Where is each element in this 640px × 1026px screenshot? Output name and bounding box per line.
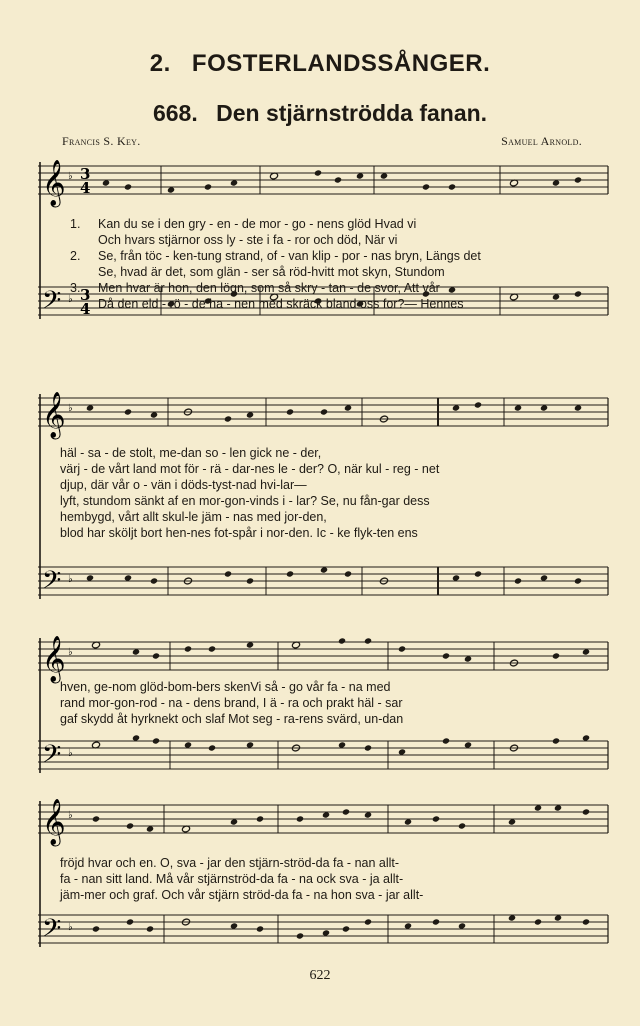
lyricist-credit: Francis S. Key. [62,134,141,148]
svg-text:3: 3 [80,286,91,304]
lyric-text: värj - de vårt land mot för - rä - dar-nes le - der? O, när kul - reg - net [60,462,440,476]
svg-text:♭: ♭ [68,171,73,182]
lyric-text: häl - sa - de stolt, me-dan so - len gick ne - der, [60,446,322,460]
lyric-text: Se, hvad är det, som glän - ser så röd-hvitt mot skyn, Stundom [98,265,445,279]
svg-text:♭: ♭ [68,294,73,305]
lyric-line [98,233,397,248]
hymn-heading [0,100,640,127]
lyric-line [70,249,481,264]
lyric-text: Men hvar är hon, den lögn, som så skry - tan - de svor, Att vår [98,281,440,295]
composer-credit: Samuel Arnold. [501,134,582,148]
lyric-line [98,297,463,312]
lyric-line [98,265,445,280]
svg-text:♭: ♭ [68,810,73,821]
svg-text:𝄢: 𝄢 [42,914,62,949]
svg-text:𝄢: 𝄢 [42,286,62,321]
lyric-text: Då den eld - rö - de ha - nen med skräck bland oss for?— Hennes [98,297,464,311]
hymn-title: Den stjärnströdda fanan. [216,100,488,126]
svg-text:𝄞: 𝄞 [42,160,66,206]
lyric-text: lyft, stundom sänkt af en mor-gon-vinds i - lar? Se, nu fån-gar dess [60,494,430,508]
svg-text:♭: ♭ [68,647,73,658]
verse-number: 2. [70,249,81,263]
svg-text:3: 3 [80,165,91,183]
verse-number: 1. [70,217,81,231]
lyric-line [60,856,399,871]
lyric-text: fa - nan sitt land. Må vår stjärnströd-da fa - na ock sva - ja allt- [60,872,404,886]
lyric-line [60,526,418,541]
lyric-line [60,478,307,493]
lyric-text: djup, där vår o - vän i döds-tyst-nad hvi-lar— [60,478,307,492]
lyric-text: Kan du se i den gry - en - de mor - go - nens glöd Hvad vi [98,217,417,231]
lyric-text: Och hvars stjärnor oss ly - ste i fa - ror och död, När vi [98,233,398,247]
svg-text:4: 4 [80,179,91,197]
section-number: 2. [149,50,171,77]
lyric-text: fröjd hvar och en. O, sva - jar den stjärn-ströd-da fa - nan allt- [60,856,400,870]
svg-text:♭: ♭ [68,574,73,585]
lyric-line [60,872,403,887]
page-number: 622 [309,968,331,983]
lyric-line [60,462,439,477]
svg-text:𝄞: 𝄞 [42,392,66,438]
lyric-line [60,888,423,903]
verse-number: 3. [70,281,81,295]
lyric-text: Se, från töc - ken-tung strand, of - van klip - por - nas bryn, Längs det [98,249,481,263]
lyric-text: blod har sköljt bort hen-nes fot-spår i nor-den. Ic - ke flyk-ten ens [60,526,418,540]
svg-text:𝄞: 𝄞 [42,799,66,845]
lyric-line [60,680,391,695]
lyric-text: hven, ge-nom glöd-bom-bers skenVi så - go vår fa - na med [60,680,391,694]
svg-text:𝄞: 𝄞 [42,636,66,682]
svg-text:4: 4 [80,300,91,318]
svg-text:𝄢: 𝄢 [42,740,62,775]
lyric-text: hembygd, vårt allt skul-le jäm - nas med jor-den, [60,510,327,524]
section-heading [0,50,640,78]
svg-text:♭: ♭ [68,748,73,759]
lyric-text: jäm-mer och graf. Och vår stjärn ströd-da fa - na hon sva - jar allt- [60,888,424,902]
lyric-line [60,712,403,727]
section-title: FOSTERLANDSSÅNGER. [191,50,491,77]
lyric-line [60,494,430,509]
lyric-line [70,281,440,296]
hymn-number: 668. [152,100,198,126]
lyric-line [60,696,403,711]
lyric-line [70,217,417,232]
lyric-line [60,446,321,461]
svg-text:♭: ♭ [68,403,73,414]
svg-text:𝄢: 𝄢 [42,566,62,601]
lyric-line [60,510,327,525]
lyric-text: rand mor-gon-rod - na - dens brand, I ä - ra och prakt häl - sar [60,696,403,710]
svg-text:♭: ♭ [68,922,73,933]
lyric-text: gaf skydd åt hyrknekt och slaf Mot seg - ra-rens svärd, un-dan [60,712,404,726]
